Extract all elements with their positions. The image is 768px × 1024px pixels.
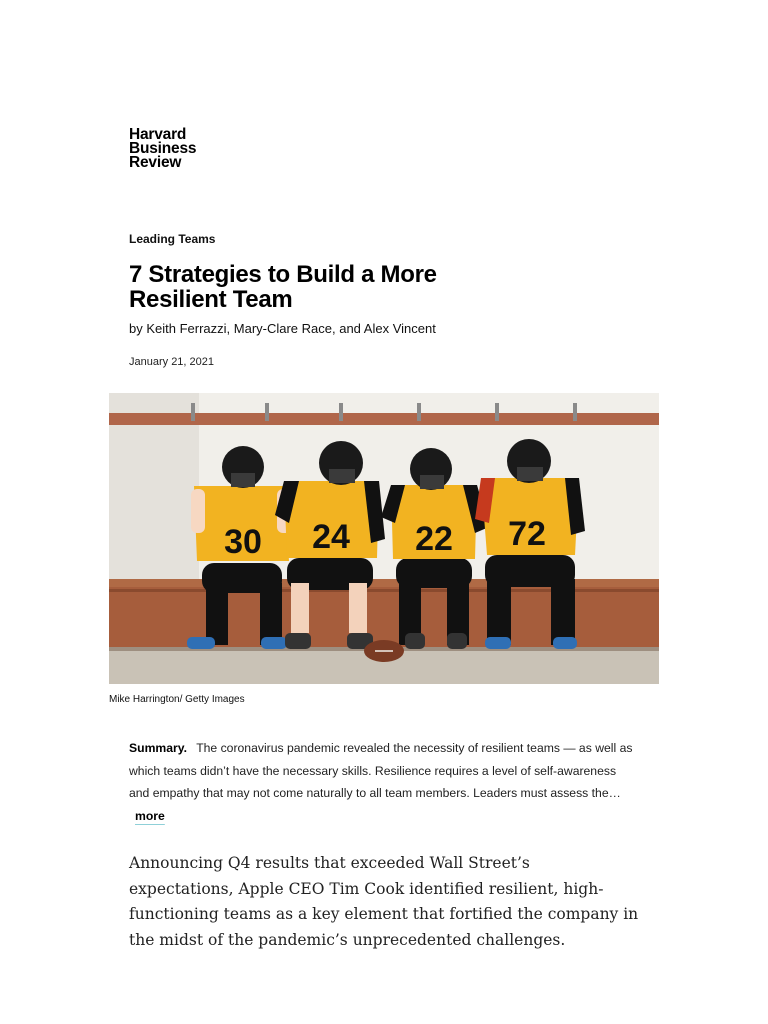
summary-more-link[interactable]: more [135, 808, 165, 823]
jersey-number-24: 24 [312, 518, 350, 556]
hero-image [109, 393, 659, 684]
article-body-paragraph: Announcing Q4 results that exceeded Wall Street’s expectations, Apple CEO Tim Cook identified resilient, high-functioning teams as a key element that fortified the company in the midst of the pandemic’s unprecedented challenges. [129, 854, 639, 949]
article-title: 7 Strategies to Build a More Resilient Team [129, 261, 437, 313]
jersey-number-72: 72 [508, 515, 546, 553]
image-credit: Mike Harrington/ Getty Images [109, 694, 245, 705]
jersey-number-22: 22 [415, 520, 453, 558]
summary-label: Summary. [129, 741, 188, 755]
article-summary [129, 737, 634, 827]
summary-text: The coronavirus pandemic revealed the necessity of resilient teams — as well as which teams didn’t have the necessary skills. Resilience requires a level of self-awareness and empathy that may not come naturally to all team members. Leaders must assess the… [129, 741, 633, 800]
article-byline: by Keith Ferrazzi, Mary-Clare Race, and Alex Vincent [129, 321, 436, 336]
hbr-logo[interactable] [129, 128, 196, 170]
football-players-illustration [109, 393, 659, 684]
topic-link[interactable]: Leading Teams [129, 232, 216, 246]
logo-line-2: Business [129, 140, 197, 157]
publish-date: January 21, 2021 [129, 356, 215, 368]
logo-line-1: Harvard [129, 126, 187, 143]
jersey-number-30: 30 [224, 523, 262, 561]
logo-line-3: Review [129, 154, 182, 171]
